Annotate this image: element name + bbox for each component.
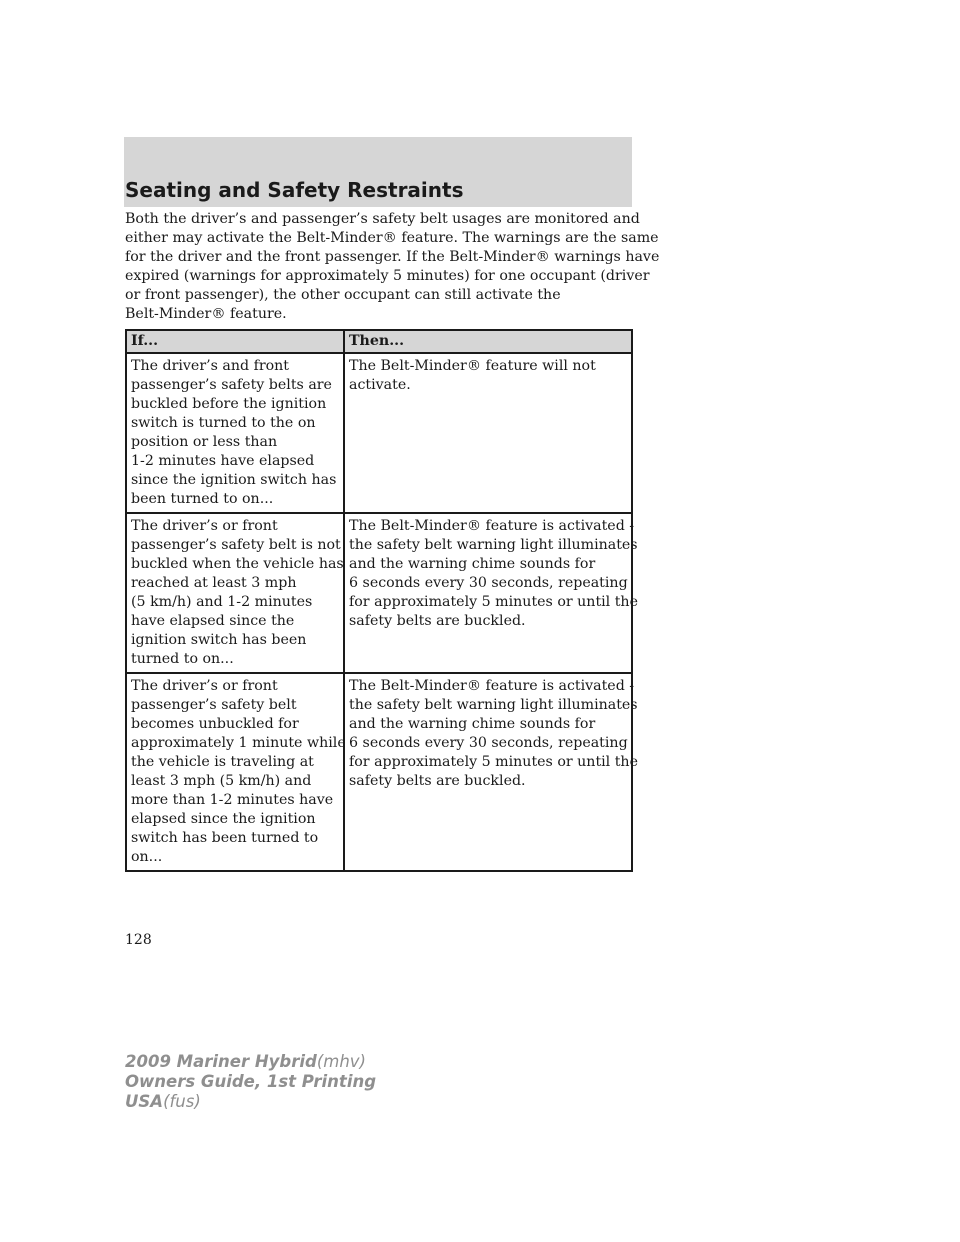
cell-line: safety belts are buckled. xyxy=(349,773,526,789)
cell-line: and the warning chime sounds for xyxy=(349,716,596,732)
cell-line: The Belt-Minder® feature is activated - xyxy=(349,678,635,694)
cell-line: (5 km/h) and 1-2 minutes xyxy=(131,594,313,610)
cell-line: on... xyxy=(131,849,163,865)
cell-line: been turned to on... xyxy=(131,491,274,507)
condition-cell xyxy=(126,673,344,871)
intro-line: Both the driver’s and passenger’s safety belt usages are monitored and xyxy=(125,211,640,227)
table-row xyxy=(126,353,632,513)
cell-line: elapsed since the ignition xyxy=(131,811,316,827)
cell-line: safety belts are buckled. xyxy=(349,613,526,629)
cell-line: becomes unbuckled for xyxy=(131,716,299,732)
cell-line: the vehicle is traveling at xyxy=(131,754,314,770)
cell-line: switch is turned to the on xyxy=(131,415,316,431)
cell-line: and the warning chime sounds for xyxy=(349,556,596,572)
cell-line: The driver’s or front xyxy=(131,518,278,534)
table-row xyxy=(126,673,632,871)
condition-cell xyxy=(126,353,344,513)
intro-line: for the driver and the front passenger. If the Belt-Minder® warnings have xyxy=(125,249,660,265)
footer-line xyxy=(125,1092,376,1112)
cell-line: 1-2 minutes have elapsed xyxy=(131,453,315,469)
footer-model-code: (mhv) xyxy=(316,1052,366,1071)
table-header-row xyxy=(126,330,632,353)
cell-line: The Belt-Minder® feature will not xyxy=(349,358,596,374)
cell-line: for approximately 5 minutes or until the xyxy=(349,594,638,610)
footer-edition: Owners Guide, 1st Printing xyxy=(125,1072,377,1091)
document-footer xyxy=(125,1052,376,1112)
cell-line: position or less than xyxy=(131,434,278,450)
intro-paragraph xyxy=(125,210,660,324)
cell-line: ignition switch has been xyxy=(131,632,307,648)
intro-line: Belt-Minder® feature. xyxy=(125,306,287,322)
table-row xyxy=(126,513,632,673)
intro-line: either may activate the Belt-Minder® feature. The warnings are the same xyxy=(125,230,659,246)
footer-model: 2009 Mariner Hybrid xyxy=(125,1052,317,1071)
page-number: 128 xyxy=(125,932,152,948)
footer-line xyxy=(125,1052,376,1072)
cell-line: least 3 mph (5 km/h) and xyxy=(131,773,312,789)
cell-line: buckled when the vehicle has xyxy=(131,556,344,572)
cell-line: the safety belt warning light illuminates xyxy=(349,697,638,713)
cell-line: switch has been turned to xyxy=(131,830,319,846)
cell-line: The driver’s and front xyxy=(131,358,290,374)
cell-line: passenger’s safety belt is not xyxy=(131,537,341,553)
cell-line: reached at least 3 mph xyxy=(131,575,297,591)
footer-line xyxy=(125,1072,376,1092)
column-header-if: If... xyxy=(126,330,344,353)
cell-line: buckled before the ignition xyxy=(131,396,327,412)
cell-line: turned to on... xyxy=(131,651,234,667)
intro-line: expired (warnings for approximately 5 minutes) for one occupant (driver xyxy=(125,268,650,284)
cell-line: the safety belt warning light illuminates xyxy=(349,537,638,553)
intro-line: or front passenger), the other occupant can still activate the xyxy=(125,287,561,303)
cell-line: The driver’s or front xyxy=(131,678,278,694)
cell-line: for approximately 5 minutes or until the xyxy=(349,754,638,770)
cell-line: more than 1-2 minutes have xyxy=(131,792,334,808)
cell-line: The Belt-Minder® feature is activated - xyxy=(349,518,635,534)
result-cell xyxy=(344,513,638,673)
footer-market-code: (fus) xyxy=(163,1092,201,1111)
footer-market: USA xyxy=(125,1092,164,1111)
result-cell xyxy=(344,353,632,513)
cell-line: 6 seconds every 30 seconds, repeating xyxy=(349,735,628,751)
cell-line: 6 seconds every 30 seconds, repeating xyxy=(349,575,628,591)
condition-cell xyxy=(126,513,344,673)
section-title: Seating and Safety Restraints xyxy=(125,178,464,202)
cell-line: passenger’s safety belts are xyxy=(131,377,332,393)
cell-line: activate. xyxy=(349,377,411,393)
cell-line: since the ignition switch has xyxy=(131,472,337,488)
result-cell xyxy=(344,673,638,871)
cell-line: passenger’s safety belt xyxy=(131,697,297,713)
cell-line: have elapsed since the xyxy=(131,613,295,629)
cell-line: approximately 1 minute while xyxy=(131,735,346,751)
column-header-then: Then... xyxy=(344,330,632,353)
belt-minder-table xyxy=(125,329,638,872)
